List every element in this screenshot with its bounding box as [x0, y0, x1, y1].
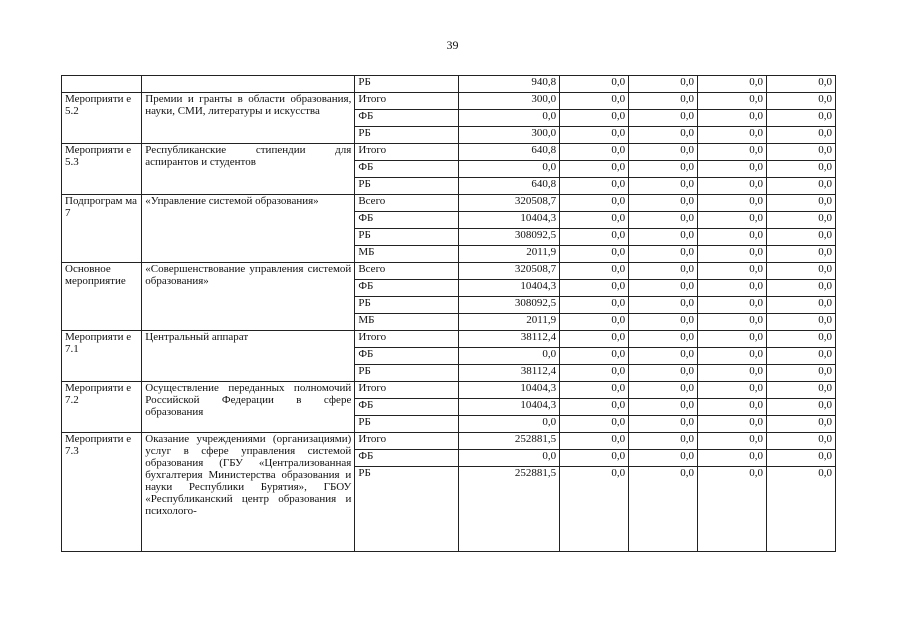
- program-name-cell: [142, 76, 355, 93]
- budget-table-body: [62, 76, 836, 552]
- amount-cell: 0,0: [629, 195, 698, 212]
- program-code-cell: Основное мероприятие: [62, 263, 142, 331]
- amount-cell: 0,0: [767, 331, 836, 348]
- amount-cell: 0,0: [698, 382, 767, 399]
- amount-cell: 0,0: [767, 127, 836, 144]
- program-name-cell: Оказание учреждениями (организациями) услуг в сфере управления системой образования (ГБУ «Централизованная бухгалтерия Министерства образования и науки Республики Бурятия», ГБОУ «Республиканский центр образования и психолого-: [142, 433, 355, 552]
- amount-cell: 0,0: [698, 93, 767, 110]
- amount-cell: 0,0: [767, 195, 836, 212]
- program-name-cell: «Управление системой образования»: [142, 195, 355, 263]
- amount-cell: 308092,5: [459, 297, 560, 314]
- funding-source-cell: Итого: [355, 93, 459, 110]
- funding-source-cell: ФБ: [355, 212, 459, 229]
- amount-cell: 0,0: [698, 144, 767, 161]
- amount-cell: 0,0: [698, 246, 767, 263]
- amount-cell: 0,0: [560, 110, 629, 127]
- amount-cell: 0,0: [560, 144, 629, 161]
- amount-cell: 0,0: [560, 246, 629, 263]
- amount-cell: 0,0: [560, 365, 629, 382]
- amount-cell: 0,0: [560, 467, 629, 552]
- amount-cell: 0,0: [698, 280, 767, 297]
- table-row: [62, 76, 836, 93]
- amount-cell: 0,0: [767, 348, 836, 365]
- table-row: [62, 433, 836, 450]
- funding-source-cell: Всего: [355, 263, 459, 280]
- amount-cell: 0,0: [459, 110, 560, 127]
- program-code-cell: Мероприяти е 7.3: [62, 433, 142, 552]
- amount-cell: 0,0: [560, 280, 629, 297]
- amount-cell: 0,0: [560, 127, 629, 144]
- funding-source-cell: РБ: [355, 76, 459, 93]
- amount-cell: 0,0: [767, 110, 836, 127]
- amount-cell: 0,0: [767, 212, 836, 229]
- amount-cell: 10404,3: [459, 399, 560, 416]
- amount-cell: 0,0: [629, 93, 698, 110]
- amount-cell: 0,0: [560, 433, 629, 450]
- amount-cell: 308092,5: [459, 229, 560, 246]
- program-code-cell: [62, 76, 142, 93]
- amount-cell: 940,8: [459, 76, 560, 93]
- amount-cell: 2011,9: [459, 246, 560, 263]
- program-name-cell: «Совершенствование управления системой образования»: [142, 263, 355, 331]
- amount-cell: 0,0: [698, 127, 767, 144]
- funding-source-cell: Всего: [355, 195, 459, 212]
- amount-cell: 252881,5: [459, 433, 560, 450]
- amount-cell: 0,0: [629, 467, 698, 552]
- amount-cell: 0,0: [698, 76, 767, 93]
- amount-cell: 0,0: [767, 280, 836, 297]
- amount-cell: 0,0: [698, 433, 767, 450]
- funding-source-cell: РБ: [355, 467, 459, 552]
- amount-cell: 0,0: [767, 178, 836, 195]
- amount-cell: 0,0: [459, 161, 560, 178]
- amount-cell: 0,0: [698, 110, 767, 127]
- amount-cell: 0,0: [560, 93, 629, 110]
- program-name-cell: Республиканские стипендии для аспирантов и студентов: [142, 144, 355, 195]
- amount-cell: 640,8: [459, 144, 560, 161]
- amount-cell: 0,0: [698, 229, 767, 246]
- amount-cell: 0,0: [767, 76, 836, 93]
- amount-cell: 0,0: [698, 161, 767, 178]
- program-code-cell: Мероприяти е 7.1: [62, 331, 142, 382]
- table-row: [62, 263, 836, 280]
- program-code-cell: Подпрограм ма 7: [62, 195, 142, 263]
- table-row: [62, 331, 836, 348]
- program-code-cell: Мероприяти е 5.2: [62, 93, 142, 144]
- amount-cell: 0,0: [560, 314, 629, 331]
- amount-cell: 0,0: [629, 212, 698, 229]
- amount-cell: 640,8: [459, 178, 560, 195]
- amount-cell: 320508,7: [459, 195, 560, 212]
- amount-cell: 0,0: [767, 416, 836, 433]
- amount-cell: 0,0: [629, 76, 698, 93]
- funding-source-cell: ФБ: [355, 110, 459, 127]
- amount-cell: 38112,4: [459, 365, 560, 382]
- amount-cell: 0,0: [629, 161, 698, 178]
- amount-cell: 0,0: [560, 263, 629, 280]
- table-row: [62, 195, 836, 212]
- funding-source-cell: РБ: [355, 178, 459, 195]
- amount-cell: 0,0: [698, 416, 767, 433]
- amount-cell: 0,0: [767, 144, 836, 161]
- amount-cell: 0,0: [560, 161, 629, 178]
- amount-cell: 10404,3: [459, 280, 560, 297]
- amount-cell: 0,0: [767, 297, 836, 314]
- amount-cell: 252881,5: [459, 467, 560, 552]
- amount-cell: 0,0: [629, 144, 698, 161]
- amount-cell: 0,0: [767, 314, 836, 331]
- amount-cell: 300,0: [459, 127, 560, 144]
- amount-cell: 0,0: [629, 110, 698, 127]
- funding-source-cell: Итого: [355, 144, 459, 161]
- amount-cell: 10404,3: [459, 382, 560, 399]
- amount-cell: 10404,3: [459, 212, 560, 229]
- amount-cell: 0,0: [698, 365, 767, 382]
- amount-cell: 0,0: [629, 178, 698, 195]
- amount-cell: 0,0: [629, 280, 698, 297]
- amount-cell: 0,0: [560, 229, 629, 246]
- amount-cell: 0,0: [767, 450, 836, 467]
- amount-cell: 0,0: [629, 416, 698, 433]
- amount-cell: 0,0: [560, 212, 629, 229]
- amount-cell: 0,0: [698, 467, 767, 552]
- amount-cell: 0,0: [698, 348, 767, 365]
- amount-cell: 0,0: [560, 331, 629, 348]
- amount-cell: 0,0: [629, 382, 698, 399]
- amount-cell: 0,0: [698, 263, 767, 280]
- amount-cell: 0,0: [698, 297, 767, 314]
- program-code-cell: Мероприяти е 5.3: [62, 144, 142, 195]
- amount-cell: 0,0: [698, 314, 767, 331]
- budget-table: [61, 75, 836, 552]
- amount-cell: 0,0: [767, 433, 836, 450]
- program-name-cell: Осуществление переданных полномочий Российской Федерации в сфере образования: [142, 382, 355, 433]
- amount-cell: 0,0: [629, 331, 698, 348]
- funding-source-cell: ФБ: [355, 450, 459, 467]
- program-name-cell: Центральный аппарат: [142, 331, 355, 382]
- amount-cell: 0,0: [560, 348, 629, 365]
- amount-cell: 0,0: [629, 365, 698, 382]
- amount-cell: 0,0: [629, 433, 698, 450]
- amount-cell: 0,0: [629, 450, 698, 467]
- funding-source-cell: ФБ: [355, 161, 459, 178]
- amount-cell: 0,0: [767, 229, 836, 246]
- funding-source-cell: ФБ: [355, 348, 459, 365]
- amount-cell: 0,0: [560, 297, 629, 314]
- amount-cell: 0,0: [767, 93, 836, 110]
- funding-source-cell: Итого: [355, 382, 459, 399]
- amount-cell: 0,0: [698, 331, 767, 348]
- amount-cell: 0,0: [698, 195, 767, 212]
- amount-cell: 0,0: [629, 229, 698, 246]
- amount-cell: 0,0: [629, 399, 698, 416]
- amount-cell: 0,0: [698, 450, 767, 467]
- amount-cell: 0,0: [767, 161, 836, 178]
- funding-source-cell: РБ: [355, 416, 459, 433]
- amount-cell: 0,0: [560, 399, 629, 416]
- funding-source-cell: РБ: [355, 297, 459, 314]
- amount-cell: 0,0: [629, 297, 698, 314]
- amount-cell: 0,0: [459, 416, 560, 433]
- amount-cell: 0,0: [767, 263, 836, 280]
- funding-source-cell: ФБ: [355, 399, 459, 416]
- program-code-cell: Мероприяти е 7.2: [62, 382, 142, 433]
- amount-cell: 0,0: [698, 178, 767, 195]
- amount-cell: 2011,9: [459, 314, 560, 331]
- amount-cell: 0,0: [560, 416, 629, 433]
- amount-cell: 0,0: [767, 467, 836, 552]
- program-name-cell: Премии и гранты в области образования, науки, СМИ, литературы и искусства: [142, 93, 355, 144]
- amount-cell: 300,0: [459, 93, 560, 110]
- amount-cell: 0,0: [560, 382, 629, 399]
- amount-cell: 0,0: [629, 263, 698, 280]
- amount-cell: 0,0: [560, 195, 629, 212]
- funding-source-cell: РБ: [355, 127, 459, 144]
- amount-cell: 320508,7: [459, 263, 560, 280]
- amount-cell: 0,0: [698, 212, 767, 229]
- amount-cell: 0,0: [560, 178, 629, 195]
- funding-source-cell: МБ: [355, 314, 459, 331]
- amount-cell: 0,0: [629, 314, 698, 331]
- amount-cell: 0,0: [767, 399, 836, 416]
- page-number: 39: [446, 38, 459, 52]
- funding-source-cell: ФБ: [355, 280, 459, 297]
- amount-cell: 0,0: [560, 450, 629, 467]
- amount-cell: 0,0: [459, 348, 560, 365]
- funding-source-cell: МБ: [355, 246, 459, 263]
- amount-cell: 38112,4: [459, 331, 560, 348]
- amount-cell: 0,0: [560, 76, 629, 93]
- funding-source-cell: РБ: [355, 229, 459, 246]
- funding-source-cell: РБ: [355, 365, 459, 382]
- amount-cell: 0,0: [629, 246, 698, 263]
- table-row: [62, 144, 836, 161]
- amount-cell: 0,0: [767, 246, 836, 263]
- amount-cell: 0,0: [767, 365, 836, 382]
- table-row: [62, 93, 836, 110]
- table-row: [62, 382, 836, 399]
- funding-source-cell: Итого: [355, 331, 459, 348]
- amount-cell: 0,0: [767, 382, 836, 399]
- amount-cell: 0,0: [698, 399, 767, 416]
- amount-cell: 0,0: [459, 450, 560, 467]
- funding-source-cell: Итого: [355, 433, 459, 450]
- amount-cell: 0,0: [629, 348, 698, 365]
- amount-cell: 0,0: [629, 127, 698, 144]
